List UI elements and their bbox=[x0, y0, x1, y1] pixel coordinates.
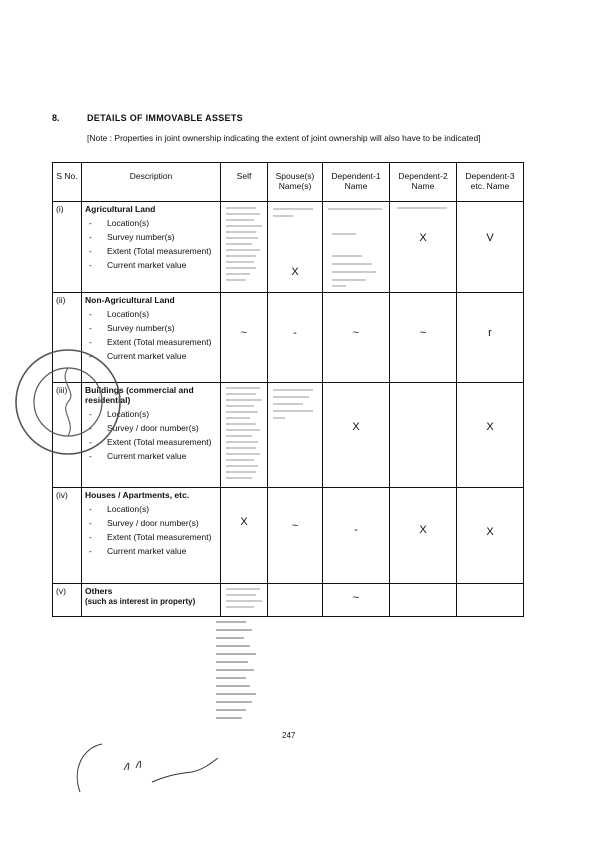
header-self: Self bbox=[221, 163, 268, 202]
mark: - bbox=[354, 524, 358, 536]
header-dependent-1: Dependent-1 Name bbox=[323, 163, 390, 202]
section-note: [Note : Properties in joint ownership indicating the extent of joint ownership will also have to be indicated] bbox=[87, 133, 481, 143]
mark: X bbox=[486, 526, 494, 538]
mark: ~ bbox=[352, 592, 360, 604]
row-heading: Others bbox=[85, 586, 113, 596]
list-item: - Current market value bbox=[85, 351, 217, 361]
row-number: (ii) bbox=[53, 293, 82, 383]
row-description bbox=[82, 488, 221, 584]
row-heading: Houses / Apartments, etc. bbox=[85, 490, 190, 500]
row-subheading: (such as interest in property) bbox=[85, 597, 196, 606]
dependent-2-cell bbox=[390, 488, 457, 584]
table-row bbox=[53, 584, 524, 617]
official-stamp bbox=[8, 342, 128, 462]
row-heading: Non-Agricultural Land bbox=[85, 295, 175, 305]
dependent-2-cell bbox=[390, 202, 457, 293]
mark: ~ bbox=[352, 327, 360, 339]
row-description bbox=[82, 202, 221, 293]
dependent-2-cell bbox=[390, 383, 457, 488]
list-item: - Current market value bbox=[85, 546, 217, 556]
list-item: - Location(s) bbox=[85, 409, 217, 419]
row-heading: Agricultural Land bbox=[85, 204, 156, 214]
list-item: - Current market value bbox=[85, 451, 217, 461]
dependent-3-cell bbox=[457, 488, 524, 584]
list-item: - Location(s) bbox=[85, 504, 217, 514]
table-row bbox=[53, 202, 524, 293]
dependent-1-cell bbox=[323, 202, 390, 293]
handwritten-notes bbox=[214, 618, 284, 728]
mark: X bbox=[419, 232, 427, 244]
mark: ~ bbox=[419, 327, 427, 339]
dependent-3-cell bbox=[457, 383, 524, 488]
list-item: - Survey / door number(s) bbox=[85, 423, 217, 433]
dependent-3-cell bbox=[457, 293, 524, 383]
self-cell bbox=[221, 383, 268, 488]
row-number: (iii) bbox=[53, 383, 82, 488]
dependent-1-cell bbox=[323, 584, 390, 617]
table-row bbox=[53, 488, 524, 584]
dependent-1-cell bbox=[323, 293, 390, 383]
spouse-cell bbox=[268, 488, 323, 584]
mark: ~ bbox=[291, 520, 299, 532]
row-heading: Buildings (commercial and residential) bbox=[85, 385, 194, 405]
section-title: DETAILS OF IMMOVABLE ASSETS bbox=[87, 113, 243, 123]
self-cell bbox=[221, 293, 268, 383]
list-item: - Location(s) bbox=[85, 309, 217, 319]
handwritten-notes bbox=[271, 204, 319, 264]
dependent-3-cell bbox=[457, 584, 524, 617]
list-item: - Extent (Total measurement) bbox=[85, 437, 217, 447]
mark: V bbox=[486, 232, 494, 244]
row-number: (i) bbox=[53, 202, 82, 293]
mark: X bbox=[352, 421, 360, 433]
header-description: Description bbox=[82, 163, 221, 202]
header-dependent-2: Dependent-2 Name bbox=[390, 163, 457, 202]
list-item: - Extent (Total measurement) bbox=[85, 246, 217, 256]
mark: X bbox=[291, 266, 299, 278]
handwritten-notes bbox=[224, 204, 264, 288]
header-dependent-3: Dependent-3 etc. Name bbox=[457, 163, 524, 202]
list-item: - Survey number(s) bbox=[85, 323, 217, 333]
spouse-cell bbox=[268, 383, 323, 488]
dependent-1-cell bbox=[323, 488, 390, 584]
section-number: 8. bbox=[52, 113, 60, 123]
mark: X bbox=[419, 524, 427, 536]
list-item: - Survey number(s) bbox=[85, 232, 217, 242]
table-header-row bbox=[53, 163, 524, 202]
page-number: 247 bbox=[282, 731, 296, 740]
list-item: - Current market value bbox=[85, 260, 217, 270]
list-item: - Location(s) bbox=[85, 218, 217, 228]
list-item: - Extent (Total measurement) bbox=[85, 532, 217, 542]
self-cell bbox=[221, 584, 268, 617]
mark: r bbox=[488, 327, 492, 339]
handwritten-notes bbox=[224, 586, 264, 612]
mark: ~ bbox=[240, 327, 248, 339]
header-spouse: Spouse(s) Name(s) bbox=[268, 163, 323, 202]
row-description bbox=[82, 584, 221, 617]
handwritten-notes bbox=[326, 204, 386, 288]
spouse-cell bbox=[268, 293, 323, 383]
list-item: - Extent (Total measurement) bbox=[85, 337, 217, 347]
dependent-2-cell bbox=[390, 584, 457, 617]
spouse-cell bbox=[268, 584, 323, 617]
row-number: (iv) bbox=[53, 488, 82, 584]
signature bbox=[62, 730, 262, 800]
self-cell bbox=[221, 488, 268, 584]
handwritten-notes bbox=[393, 204, 453, 212]
header-s-no: S No. bbox=[53, 163, 82, 202]
dependent-3-cell bbox=[457, 202, 524, 293]
list-item: - Survey / door number(s) bbox=[85, 518, 217, 528]
dependent-2-cell bbox=[390, 293, 457, 383]
spouse-cell bbox=[268, 202, 323, 293]
row-number: (v) bbox=[53, 584, 82, 617]
mark: X bbox=[240, 516, 248, 528]
dependent-1-cell bbox=[323, 383, 390, 488]
handwritten-notes bbox=[271, 385, 319, 425]
self-cell bbox=[221, 202, 268, 293]
mark: - bbox=[293, 327, 297, 339]
handwritten-notes bbox=[224, 385, 264, 483]
mark: X bbox=[486, 421, 494, 433]
